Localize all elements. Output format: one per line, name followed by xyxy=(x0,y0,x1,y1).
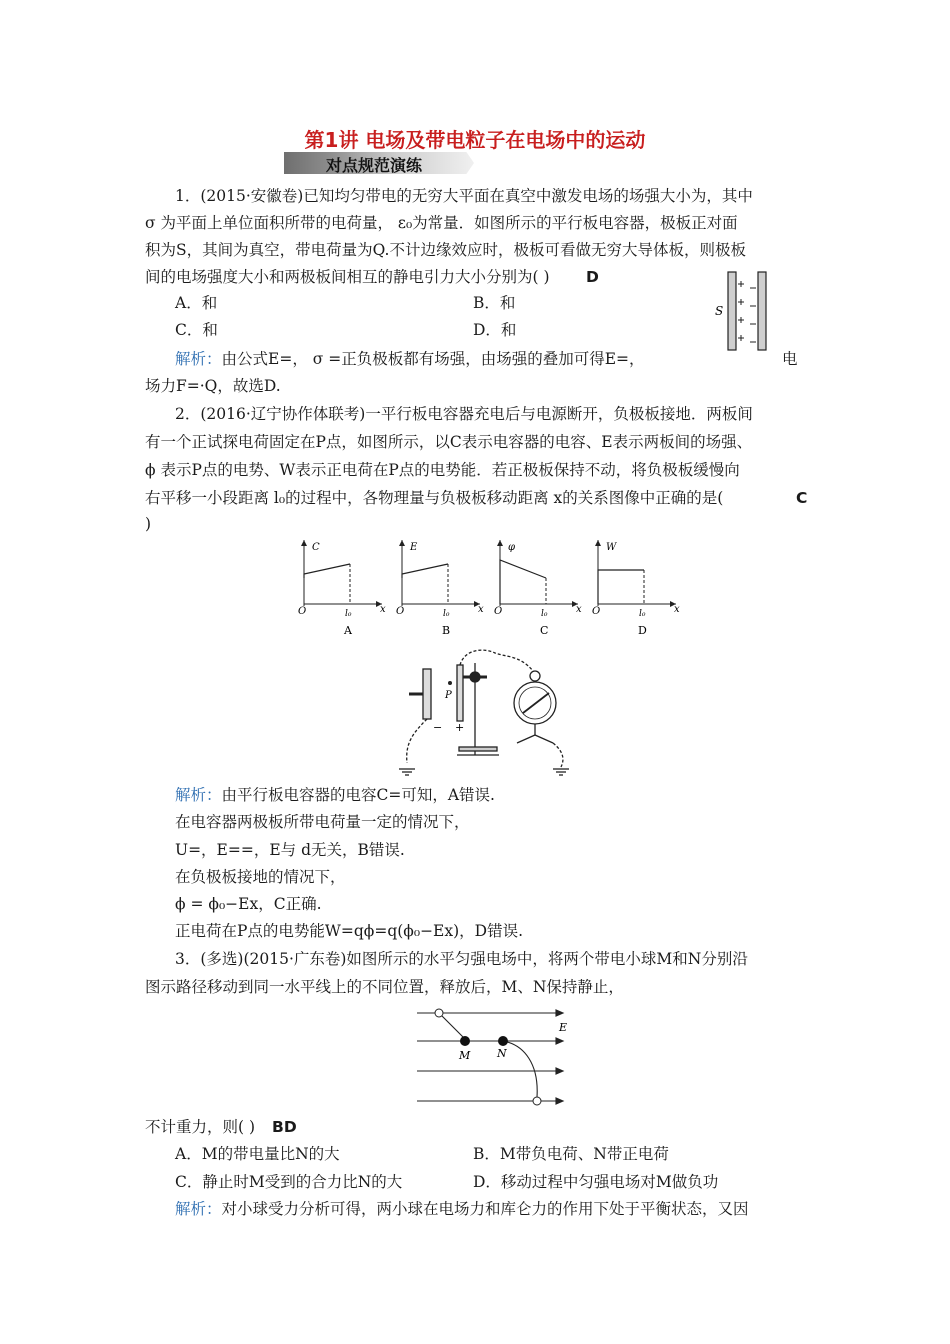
graph-origin: O xyxy=(298,606,307,617)
q1-line-3: 积为S，其间为真空，带电荷量为Q.不计边缘效应时，极板可看做无穷大导体板，则极板 xyxy=(145,241,746,259)
n-start xyxy=(533,1097,541,1105)
wire-top xyxy=(460,650,533,671)
graph-origin: O xyxy=(494,606,503,617)
graph-caption: C xyxy=(540,624,549,637)
point-p xyxy=(448,681,452,685)
ground-right xyxy=(553,769,569,775)
label-e: E xyxy=(559,1021,568,1034)
label-p: P xyxy=(445,690,452,701)
graph-ylabel: φ xyxy=(508,542,516,553)
path-m xyxy=(442,1016,465,1039)
q3-line-2: 图示路径移动到同一水平线上的不同位置，释放后，M、N保持静止， xyxy=(145,978,624,996)
q3-analysis-text: 对小球受力分析可得，两小球在电场力和库仑力的作用下处于平衡状态，又因 xyxy=(221,1200,749,1218)
q3-option-a: A．M的带电量比N的大 xyxy=(175,1145,340,1163)
graph-ylabel: C xyxy=(312,542,320,553)
left-plate xyxy=(728,272,736,350)
q3-option-d: D．移动过程中匀强电场对M做负功 xyxy=(473,1173,719,1191)
graph-caption: B xyxy=(442,624,451,637)
q1-option-c: C．和 xyxy=(175,321,218,339)
q2-analysis-line-1 xyxy=(175,785,495,805)
ball-n xyxy=(498,1036,508,1046)
graph-caption: A xyxy=(344,624,352,637)
q3-line-3: 不计重力，则( ) xyxy=(145,1118,256,1136)
label-m: M xyxy=(459,1049,471,1062)
wire-right xyxy=(553,743,563,767)
q2-analysis-line-3: U=，E==，E与 d无关，B错误. xyxy=(175,841,405,859)
right-plate xyxy=(758,272,766,350)
q1-analysis-line-2: 场力F=·Q，故选D. xyxy=(145,377,281,395)
graph-l0: l₀ xyxy=(639,609,646,619)
graph-ylabel: W xyxy=(606,542,617,553)
q1-analysis-label: 解析： xyxy=(175,350,222,368)
graph-curve xyxy=(500,560,546,604)
graph-xlabel: x xyxy=(478,604,484,615)
q1-stem-end: 间的电场强度大小和两极板间相互的静电引力大小分别为( ) xyxy=(145,268,550,286)
stand-base xyxy=(459,747,497,751)
graph-a xyxy=(298,540,386,637)
graph-ylabel: E xyxy=(410,542,418,553)
positive-plate xyxy=(457,665,463,721)
path-n xyxy=(503,1041,537,1097)
q3-option-b: B．M带负电荷、N带正电荷 xyxy=(473,1145,669,1163)
area-label: S xyxy=(715,304,724,318)
banner-text: 对点规范演练 xyxy=(326,156,423,175)
q1-answer: D xyxy=(586,268,599,286)
q1-capacitor-figure xyxy=(712,268,774,354)
q3-analysis-line xyxy=(175,1199,749,1219)
graph-origin: O xyxy=(396,606,405,617)
minus-signs xyxy=(750,288,756,342)
q2-line-3: ϕ 表示P点的电势、W表示正电荷在P点的电势能．若正极板保持不动，将负极板缓慢向 xyxy=(145,461,740,479)
q2-answer: C xyxy=(796,489,808,507)
section-banner xyxy=(284,152,474,174)
graph-l0: l₀ xyxy=(443,609,450,619)
q1-analysis-text: 由公式E=， σ =正负极板都有场强，由场强的叠加可得E=， xyxy=(221,350,645,368)
q1-analysis-line-1 xyxy=(175,349,645,369)
q2-analysis-label: 解析： xyxy=(175,786,222,804)
q3-line-1: 3．(多选)(2015·广东卷)如图所示的水平匀强电场中，将两个带电小球M和N分别沿 xyxy=(175,950,748,968)
plus-signs xyxy=(738,281,744,341)
q2-graphs xyxy=(290,534,690,644)
graph-l0: l₀ xyxy=(541,609,548,619)
graph-l0: l₀ xyxy=(345,609,352,619)
q1-line-4 xyxy=(145,267,550,287)
electrometer-knob xyxy=(530,671,540,681)
q3-analysis-label: 解析： xyxy=(175,1200,222,1218)
q2-line-2: 有一个正试探电荷固定在P点，如图所示，以C表示电容器的电容、E表示两板间的场强、 xyxy=(145,433,753,451)
q1-analysis-tail: 电 xyxy=(782,350,798,368)
negative-plate xyxy=(423,669,431,719)
graph-d xyxy=(592,540,680,637)
q3-answer: BD xyxy=(272,1118,297,1136)
q2-line-4: 右平移一小段距离 l₀的过程中，各物理量与负极板移动距离 x的关系图像中正确的是( xyxy=(145,489,724,507)
q2-analysis-line-4: 在负极板接地的情况下， xyxy=(175,868,346,886)
q1-option-d: D．和 xyxy=(473,321,517,339)
label-plus: + xyxy=(455,721,465,734)
graph-caption: D xyxy=(638,624,647,637)
m-start xyxy=(435,1009,443,1017)
page-title: 第1讲 电场及带电粒子在电场中的运动 xyxy=(304,128,646,152)
q2-line-5: ) xyxy=(145,515,152,533)
electrometer-needle xyxy=(523,693,549,713)
q1-line-1: 1．(2015·安徽卷)已知均匀带电的无穷大平面在真空中激发电场的场强大小为，其中 xyxy=(175,187,753,205)
q1-option-b: B．和 xyxy=(473,294,516,312)
ground-left xyxy=(399,769,415,775)
graph-c xyxy=(494,540,582,637)
graph-curve xyxy=(402,564,448,578)
graph-origin: O xyxy=(592,606,601,617)
graph-b xyxy=(396,540,484,637)
q3-field-figure xyxy=(415,1005,575,1110)
q2-analysis-text-1: 由平行板电容器的电容C=可知，A错误. xyxy=(221,786,495,804)
q2-line-1: 2．(2016·辽宁协作体联考)一平行板电容器充电后与电源断开，负极板接地．两板间 xyxy=(175,405,753,423)
label-n: N xyxy=(497,1047,507,1060)
label-minus: − xyxy=(433,721,443,734)
ball-m xyxy=(460,1036,470,1046)
q2-analysis-line-2: 在电容器两极板所带电荷量一定的情况下， xyxy=(175,813,470,831)
q1-line-2: σ 为平面上单位面积所带的电荷量， ε₀为常量．如图所示的平行板电容器，极板正对面 xyxy=(145,214,738,232)
graph-curve xyxy=(598,570,644,604)
graph-xlabel: x xyxy=(674,604,680,615)
graph-xlabel: x xyxy=(380,604,386,615)
q2-apparatus-figure xyxy=(395,643,585,778)
graph-xlabel: x xyxy=(576,604,582,615)
graph-curve xyxy=(304,564,350,578)
q1-option-a: A．和 xyxy=(175,294,218,312)
q2-analysis-line-6: 正电荷在P点的电势能W=qϕ=q(ϕ₀−Ex)，D错误. xyxy=(175,922,524,940)
q3-option-c: C．静止时M受到的合力比N的大 xyxy=(175,1173,403,1191)
q2-analysis-line-5: ϕ = ϕ₀−Ex，C正确. xyxy=(175,895,322,913)
wire-left xyxy=(407,719,427,763)
